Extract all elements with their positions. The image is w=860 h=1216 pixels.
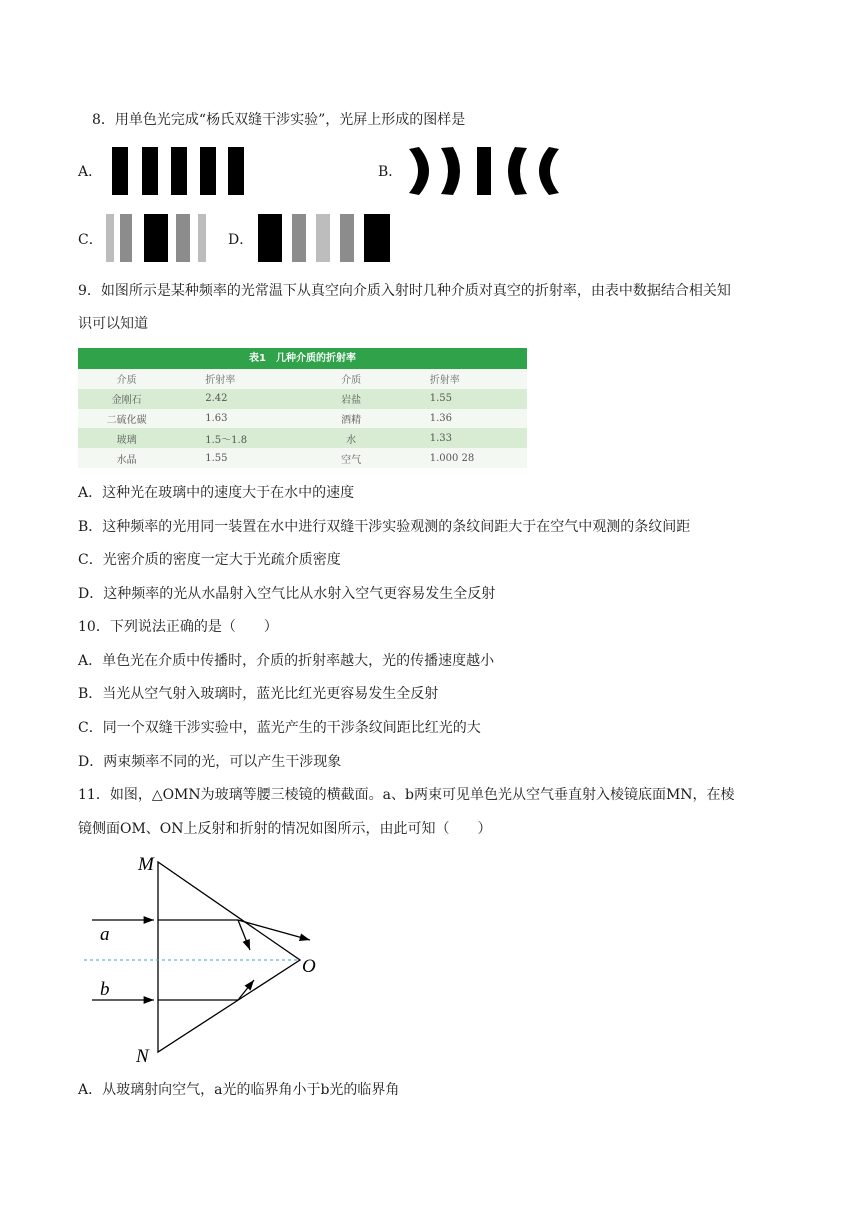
q9-stem-line2: 识可以知道: [78, 316, 148, 332]
table-cell: 金刚石: [111, 395, 142, 407]
label-n: N: [136, 1046, 149, 1067]
q10-option-a: A．单色光在介质中传播时，介质的折射率越大，光的传播速度越小: [78, 653, 495, 669]
q11-option-a: A．从玻璃射向空气，a光的临界角小于b光的临界角: [78, 1082, 400, 1098]
table-row: [78, 409, 527, 429]
q10-option-d: D．两束频率不同的光，可以产生干涉现象: [78, 754, 342, 770]
q10-option-b: B．当光从空气射入玻璃时，蓝光比红光更容易发生全反射: [78, 686, 439, 702]
prism-triangle: [158, 862, 300, 1052]
table-cell: 1.000 28: [429, 452, 475, 464]
table-header-cell: 介质: [116, 375, 137, 387]
table-header-cell: 折射率: [205, 375, 236, 387]
q10-option-c: C．同一个双缝干涉实验中，蓝光产生的干涉条纹间距比红光的大: [78, 720, 481, 736]
table-cell: 2.42: [205, 393, 228, 405]
q9-option-a: A．这种光在玻璃中的速度大于在水中的速度: [78, 485, 355, 501]
table-cell: 1.55: [429, 393, 453, 405]
label-a: a: [100, 924, 110, 945]
table-title: 表1 几种介质的折射率: [78, 348, 527, 369]
table-cell: 1.63: [205, 412, 228, 424]
q8-option-a-pattern: [110, 147, 246, 195]
q11-stem-line1: 11．如图，△OMN为玻璃等腰三棱镜的横截面。a、b两束可见单色光从空气垂直射入棱镜底面MN，在棱: [78, 787, 735, 803]
table-cell: 水: [346, 434, 357, 446]
table-cell: 二硫化碳: [106, 414, 147, 426]
table-cell: 玻璃: [116, 434, 137, 446]
table-header-row: [78, 369, 527, 389]
table-cell: 1.36: [429, 412, 453, 424]
table-cell: 岩盐: [341, 395, 362, 407]
table-cell: 1.33: [429, 432, 453, 444]
label-m: M: [138, 854, 154, 875]
table-cell: 1.55: [205, 452, 228, 464]
prism-diagram: [78, 852, 338, 1072]
q9-stem-line1: 9．如图所示是某种频率的光常温下从真空向介质入射时几种介质对真空的折射率，由表中数据结合相关知: [78, 283, 731, 299]
refraction-table: [78, 348, 527, 468]
ray-a-refracted: [238, 920, 310, 940]
table-header-cell: 折射率: [429, 375, 460, 387]
table-header-cell: 介质: [341, 375, 362, 387]
label-b: b: [100, 979, 110, 1000]
q11-stem-line2: 镜侧面OM、ON上反射和折射的情况如图所示，由此可知（ ）: [78, 821, 492, 837]
table-row: [78, 428, 527, 448]
q8-option-a-label: A．: [78, 164, 103, 180]
q8-option-c-pattern: [106, 214, 208, 262]
q9-option-d: D．这种频率的光从水晶射入空气比从水射入空气更容易发生全反射: [78, 586, 496, 602]
q9-option-c: C．光密介质的密度一定大于光疏介质密度: [78, 552, 341, 568]
table-cell: 水晶: [116, 454, 137, 466]
table-cell: 1.5～1.8: [205, 434, 248, 446]
q8-option-b-label: B．: [378, 164, 403, 180]
table-row: [78, 389, 527, 409]
q10-stem: 10．下列说法正确的是（ ）: [78, 619, 278, 635]
table-cell: 空气: [341, 454, 362, 466]
ray-b-reflected: [238, 980, 254, 1000]
q9-option-b: B．这种频率的光用同一装置在水中进行双缝干涉实验观测的条纹间距大于在空气中观测的条纹间距: [78, 519, 691, 535]
table-cell: 酒精: [341, 414, 362, 426]
q8-stem: 8．用单色光完成“杨氏双缝干涉实验”，光屏上形成的图样是: [92, 112, 466, 128]
q8-option-d-label: D．: [228, 232, 254, 248]
q8-option-c-label: C．: [78, 232, 103, 248]
q8-option-b-pattern: [405, 145, 563, 197]
table-row: [78, 448, 527, 468]
label-o: O: [302, 956, 316, 977]
q8-option-d-pattern: [258, 214, 392, 262]
